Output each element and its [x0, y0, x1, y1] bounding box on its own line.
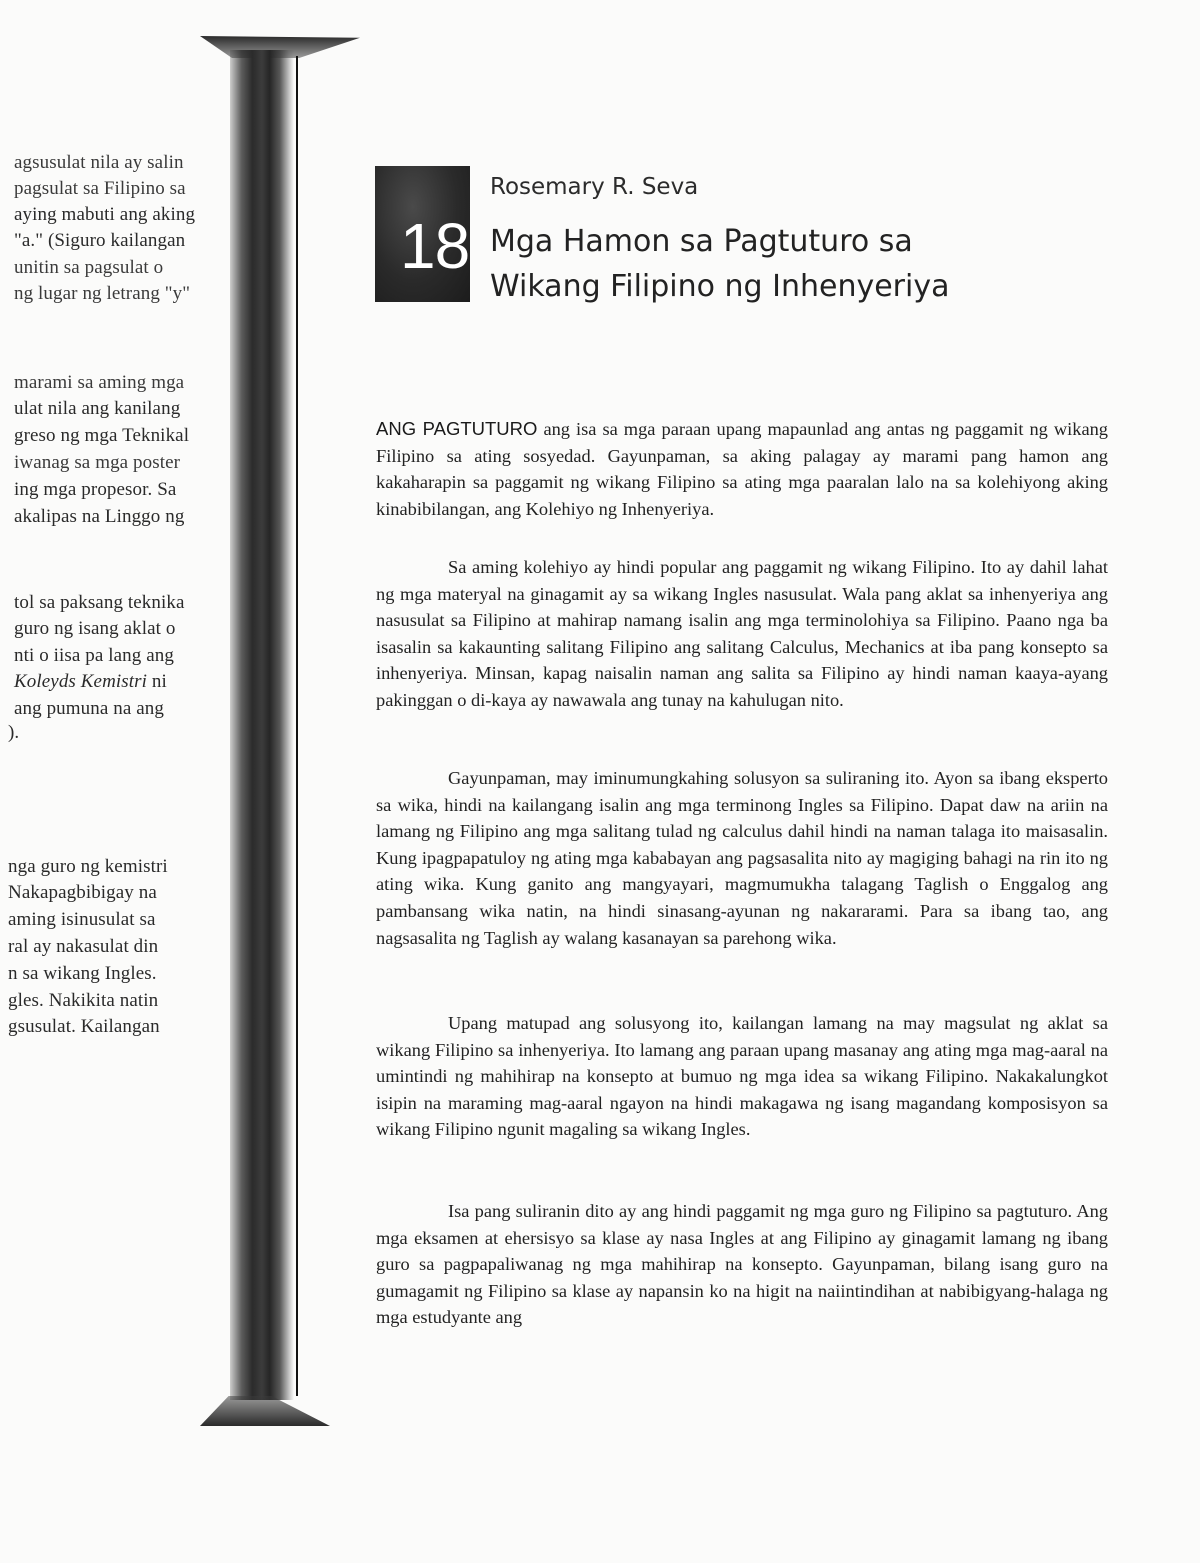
paragraph-lead-in: ANG PAGTUTURO: [376, 418, 538, 439]
left-text-line: "a." (Siguro kailangan: [14, 230, 186, 251]
left-text-line: aming isinusulat sa: [8, 909, 156, 930]
body-paragraph-3: Gayunpaman, may iminumungkahing solusyon sa suliraning ito. Ayon sa ibang eksperto sa wika, hindi na kailangang isalin ang mga terminong Ingles sa Filipino. Dapat daw na ariin na lamang ng Filipino ang mga salitang tulad ng calculus dahil hindi na naman talaga ito maisasalin. Kung ipagpapatuloy ng ating mga kababayan ang pagsasalita nito ay magiging bahagi na rin ito ng ating wika. Kung ganito ang mangyayari, magmumukha talagang Taglish o Enggalog ang pambansang wika natin, na hindi sinasang-ayunan ng nakararami. Para sa ibang tao, ang nagsasalita ng Taglish ay walang kasanayan sa parehong wika.: [376, 768, 1108, 948]
left-text-line: guro ng isang aklat o: [14, 618, 176, 639]
left-text-line: ral ay nakasulat din: [8, 936, 159, 957]
chapter-title-line-2: Wikang Filipino ng Inhenyeriya: [490, 269, 950, 304]
binding-bottom-edge: [200, 1396, 330, 1426]
left-text-line: pagsulat sa Filipino sa: [14, 178, 186, 199]
book-title-italic: Koleyds Kemistri: [14, 671, 148, 692]
body-paragraph-5: Isa pang suliranin dito ay ang hindi paggamit ng mga guro ng Filipino sa pagtuturo. Ang mga eksamen at ehersisyo sa klase ay nasa Ingles at ang Filipino ay ginagamit lamang ng ibang guro sa pagpapaliwanag ng mga mahihirap na konsepto. Gayunpaman, bilang isang guro na gumagamit ng Filipino sa klase ay napansin ko na higit na naiintindihan at nabibigyang-halaga ng mga estudyante ang: [376, 1201, 1108, 1328]
paragraph-1-text: ang isa sa mga paraan upang mapaunlad ang antas ng paggamit ng wikang Filipino sa ating sosyedad. Gayunpaman, sa aking palagay ay marami pang hamon ang kakaharapin sa paggamit ng wikang Filipino sa ating mga paaralan lalo na sa kolehiyong aking kinabibilangan, ang Kolehiyo ng Inhenyeriya.: [376, 419, 1108, 519]
left-text-line: ing mga propesor. Sa: [14, 479, 177, 500]
left-text-line: ).: [8, 722, 20, 743]
left-text-line: ulat nila ang kanilang: [14, 398, 181, 419]
left-text-fragment: ni: [151, 671, 167, 692]
left-text-line: gles. Nakikita natin: [8, 990, 159, 1011]
left-text-line: gsusulat. Kailangan: [8, 1016, 160, 1037]
left-text-line: n sa wikang Ingles.: [8, 963, 157, 984]
body-paragraph-1: [376, 416, 1108, 522]
left-text-line: Nakapagbibigay na: [8, 882, 157, 903]
binding-fold-line: [296, 56, 298, 1396]
left-text-line: unitin sa pagsulat o: [14, 257, 164, 278]
chapter-title: [490, 219, 1050, 309]
chapter-number: 18: [400, 210, 470, 282]
left-text-line: iwanag sa mga poster: [14, 452, 181, 473]
left-text-line: nga guro ng kemistri: [8, 856, 168, 877]
book-binding-shadow: [200, 36, 360, 1426]
left-text-line: greso ng mga Teknikal: [14, 425, 190, 446]
left-text-line: aying mabuti ang aking: [14, 204, 196, 225]
chapter-author: Rosemary R. Seva: [490, 174, 699, 200]
left-text-line-italic: [14, 671, 167, 693]
left-text-line: ng lugar ng letrang "y": [14, 283, 191, 304]
chapter-title-line-1: Mga Hamon sa Pagtuturo sa: [490, 224, 913, 259]
left-text-line: akalipas na Linggo ng: [14, 506, 185, 527]
left-text-line: marami sa aming mga: [14, 372, 185, 393]
body-paragraph-2: Sa aming kolehiyo ay hindi popular ang paggamit ng wikang Filipino. Ito ay dahil lahat ng mga materyal na ginagamit ay sa wikang Ingles nasusulat. Wala pang aklat sa inhenyeriya ang nasusulat sa Filipino at mahirap namang isalin ang mga terminolohiya sa Filipino. Paano nga ba isasalin sa kakaunting salitang Filipino ang salitang Calculus, Mechanics at iba pang konsepto sa inhenyeriya. Minsan, kapag naisalin naman ang salita sa Filipino ay hindi naman kaaya-ayang pakinggan o di-kaya ay nawawala ang tunay na kahulugan nito.: [376, 557, 1108, 710]
left-text-line: tol sa paksang teknika: [14, 592, 185, 613]
left-text-line: nti o iisa pa lang ang: [14, 645, 174, 666]
binding-spine: [230, 50, 294, 1400]
left-text-line: agsusulat nila ay salin: [14, 152, 184, 173]
left-text-line: ang pumuna na ang: [14, 698, 164, 719]
body-paragraph-4: Upang matupad ang solusyong ito, kailangan lamang na may magsulat ng aklat sa wikang Filipino sa inhenyeriya. Ito lamang ang paraan upang masanay ang ating mga mag-aaral na umintindi ng mahihirap na konsepto at bumuo ng mga idea sa wikang Filipino. Nakakalungkot isipin na maraming mag-aaral ngayon na hindi makagawa ng isang magandang komposisyon sa wikang Filipino ngunit magaling sa wikang Ingles.: [376, 1013, 1108, 1140]
